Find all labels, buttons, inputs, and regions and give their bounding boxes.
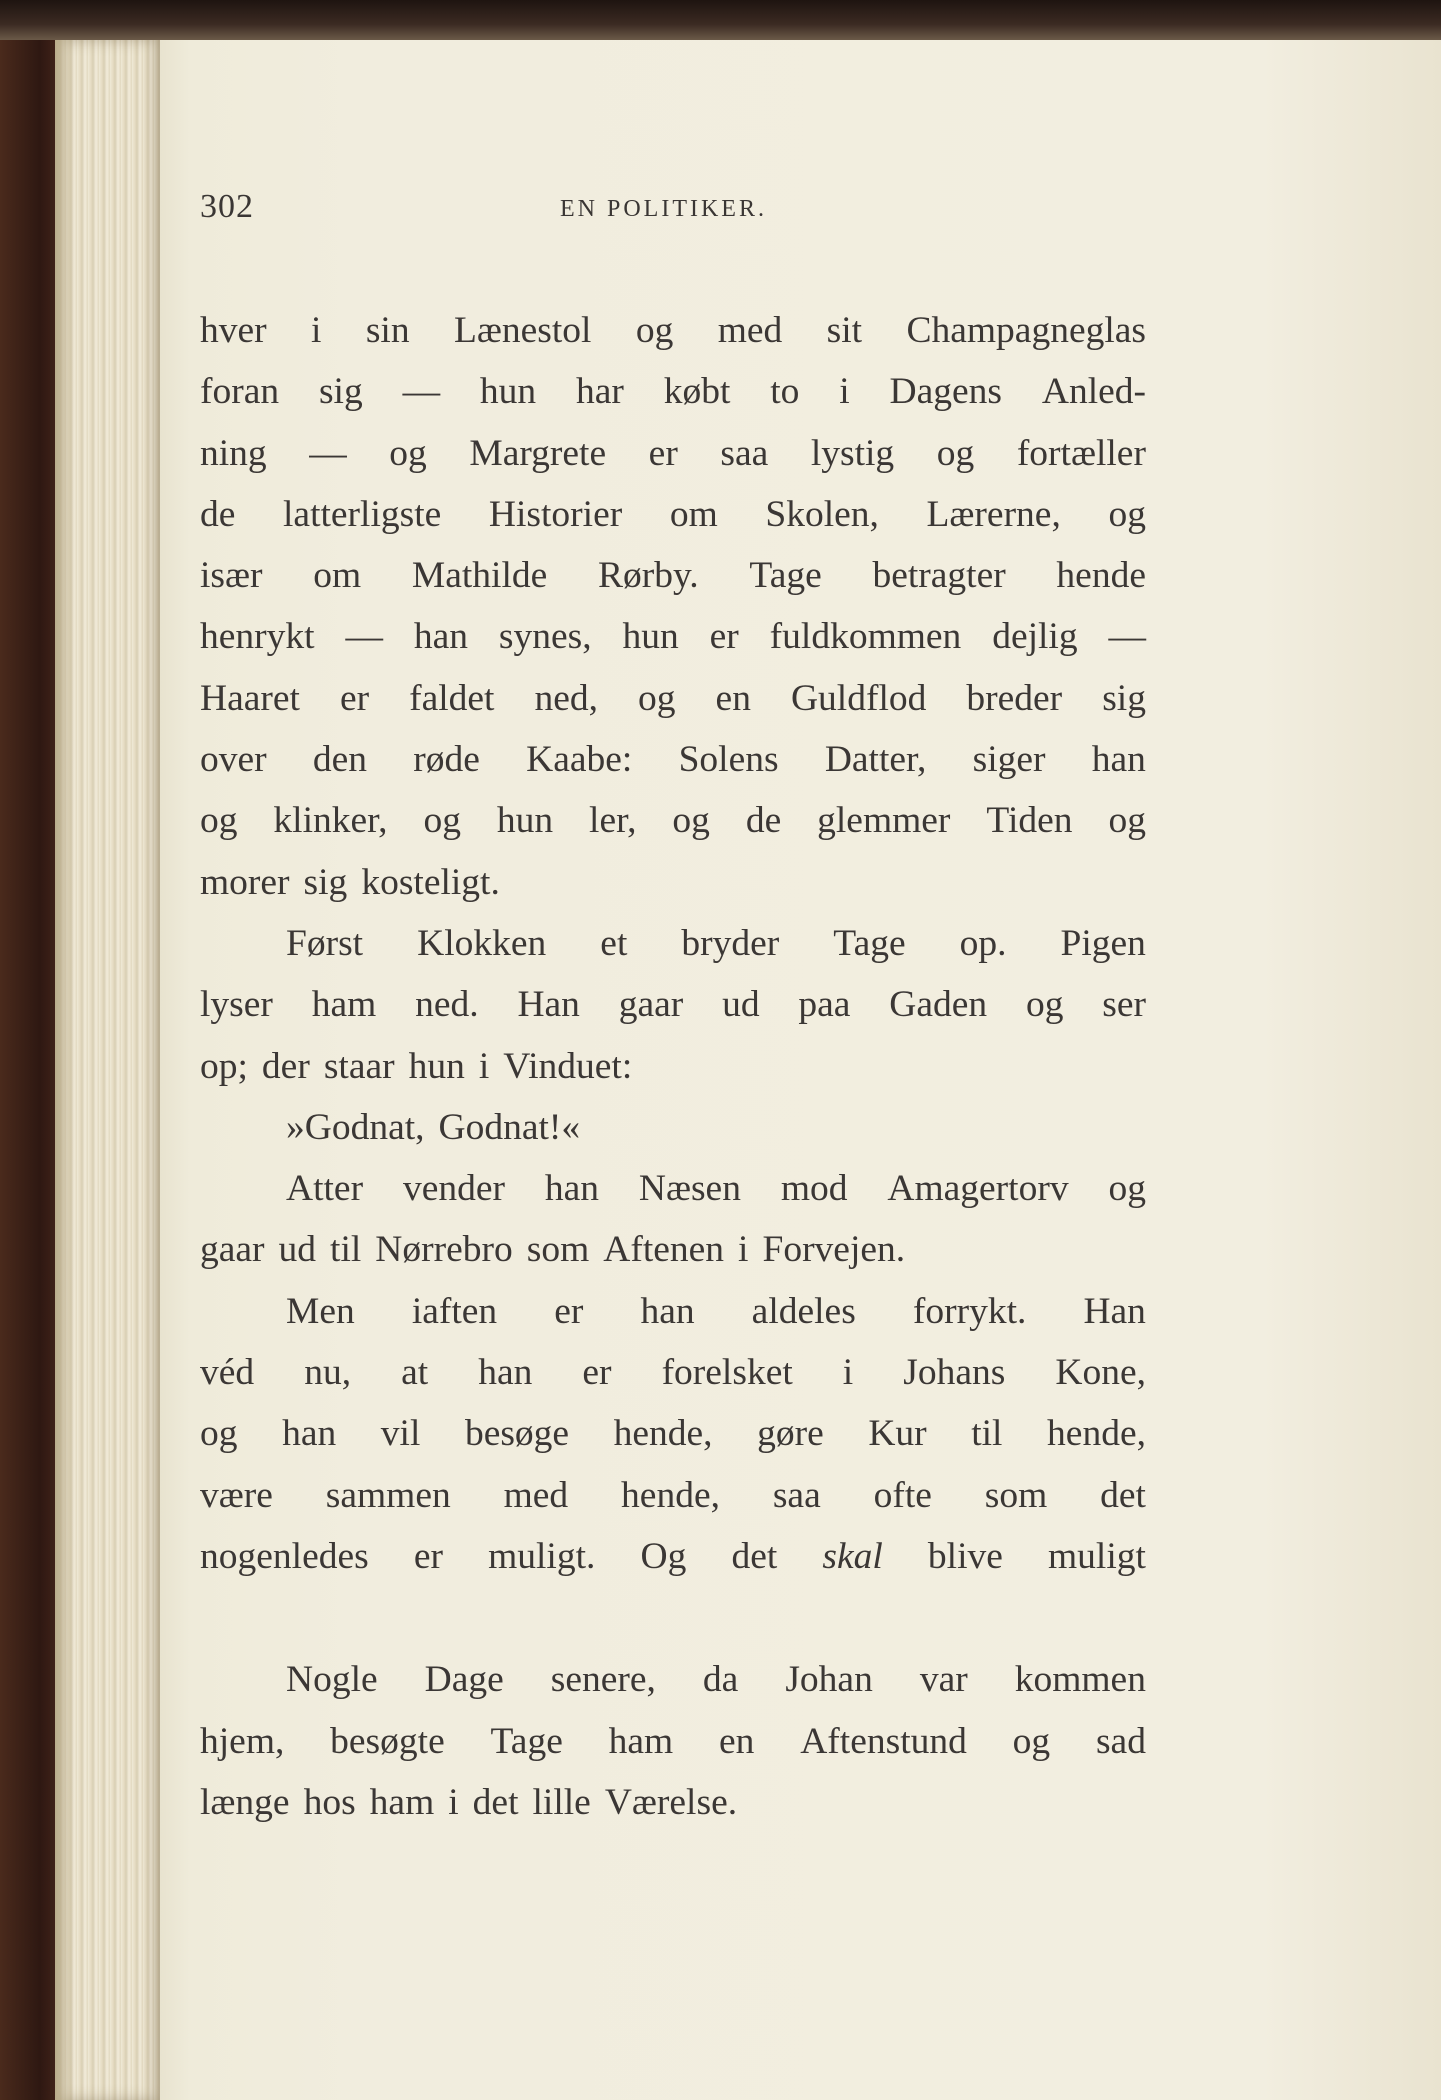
word: aldeles xyxy=(751,1290,856,1332)
word: dejlig xyxy=(992,616,1078,658)
word: sin xyxy=(365,310,410,351)
word: Men xyxy=(286,1290,355,1332)
word: hende, xyxy=(1047,1413,1146,1455)
word: gaar xyxy=(200,1229,265,1271)
word: de xyxy=(200,493,236,535)
word: Mathilde xyxy=(411,555,548,597)
word: — xyxy=(309,432,347,474)
word: latterligste xyxy=(283,493,442,535)
word: Dagens xyxy=(889,371,1003,413)
word: om xyxy=(313,555,362,597)
word: Værelse. xyxy=(604,1781,738,1823)
word: ning xyxy=(200,432,267,474)
word: som xyxy=(526,1229,590,1271)
word: to xyxy=(770,371,800,413)
word: er xyxy=(582,1352,612,1394)
word: ham xyxy=(311,984,377,1026)
word: Rørby. xyxy=(597,555,699,597)
word: sig xyxy=(318,371,363,413)
text-line xyxy=(200,1342,1146,1403)
word: betragter xyxy=(872,555,1006,597)
text-line xyxy=(200,729,1146,790)
word: i xyxy=(738,1229,749,1271)
text-line xyxy=(200,668,1146,729)
word: og xyxy=(389,432,427,474)
word: Han xyxy=(1083,1290,1146,1332)
word: Kur xyxy=(868,1413,927,1455)
word: og xyxy=(1108,1168,1146,1210)
text-line xyxy=(200,1158,1146,1219)
word: Tiden xyxy=(986,800,1073,842)
text-line xyxy=(200,1526,1146,1587)
word: ned. xyxy=(415,984,479,1026)
word: at xyxy=(401,1352,429,1394)
word: Tage xyxy=(490,1720,563,1762)
word: paa xyxy=(798,984,851,1026)
word: ler, xyxy=(589,800,637,842)
text-line xyxy=(200,1219,1146,1280)
word: er xyxy=(339,677,370,719)
paragraph-gap xyxy=(200,1587,1146,1649)
word: og xyxy=(1012,1720,1051,1762)
word: i xyxy=(478,1045,490,1087)
word: ud xyxy=(278,1229,317,1271)
word: Solens xyxy=(678,739,779,781)
word: siger xyxy=(972,739,1046,781)
word: kommen xyxy=(1014,1659,1146,1701)
word: i xyxy=(311,310,322,351)
word: sammen xyxy=(325,1474,451,1516)
text-line xyxy=(200,974,1146,1035)
word: Margrete xyxy=(469,432,607,474)
word: og xyxy=(635,310,674,351)
word: og xyxy=(200,1413,238,1455)
word: om xyxy=(669,493,718,535)
word: han xyxy=(478,1352,533,1394)
word: en xyxy=(715,677,751,719)
word: til xyxy=(971,1413,1003,1455)
word: især xyxy=(200,555,263,597)
word: ham xyxy=(369,1781,435,1823)
word: Pigen xyxy=(1060,922,1146,964)
word: saa xyxy=(720,432,769,474)
word: Historier xyxy=(488,493,623,535)
word: er xyxy=(554,1290,584,1332)
word: er xyxy=(648,432,678,474)
word: vender xyxy=(402,1168,505,1210)
word: hende xyxy=(1056,555,1146,597)
word: Kaabe: xyxy=(526,739,633,781)
word: en xyxy=(719,1720,755,1762)
word: der xyxy=(261,1045,310,1087)
text-line xyxy=(200,606,1146,667)
word: og xyxy=(1025,984,1064,1026)
word: henrykt xyxy=(200,616,315,658)
word: lyser xyxy=(200,984,273,1026)
word: Klokken xyxy=(417,922,547,964)
word: ofte xyxy=(873,1474,932,1516)
word: forelsket xyxy=(661,1352,793,1394)
word: kosteligt. xyxy=(361,861,500,903)
word: — xyxy=(1108,616,1146,658)
word: muligt. xyxy=(488,1535,596,1577)
word: Johan xyxy=(785,1659,873,1701)
word: senere, xyxy=(550,1659,656,1701)
word: hun xyxy=(496,800,554,842)
word: han xyxy=(640,1290,695,1332)
word: Tage xyxy=(833,922,906,964)
word: hver xyxy=(200,310,267,351)
text-line xyxy=(200,423,1146,484)
word: fuldkommen xyxy=(769,616,962,658)
page-edges xyxy=(55,40,165,2100)
word: Tage xyxy=(749,555,822,597)
word: være xyxy=(200,1474,273,1516)
word: vil xyxy=(380,1413,421,1455)
word: Godnat!« xyxy=(438,1106,581,1148)
word: var xyxy=(919,1659,968,1701)
text-line xyxy=(200,545,1146,606)
word: iaften xyxy=(411,1290,498,1332)
word: forrykt. xyxy=(912,1290,1027,1332)
word: breder xyxy=(966,677,1063,719)
word: besøge xyxy=(464,1413,570,1455)
word: Aftenstund xyxy=(800,1720,967,1762)
word: sad xyxy=(1095,1720,1146,1762)
word: hun xyxy=(479,371,537,413)
word: op. xyxy=(959,922,1007,964)
word: til xyxy=(330,1229,362,1271)
word: som xyxy=(984,1474,1048,1516)
word: Nørrebro xyxy=(375,1229,513,1271)
text-line xyxy=(200,790,1146,851)
word: Lærerne, xyxy=(926,493,1061,535)
word: og xyxy=(200,800,238,842)
word: Haaret xyxy=(200,677,300,719)
word: Johans xyxy=(903,1352,1006,1394)
word: nogenledes xyxy=(200,1535,369,1577)
word: muligt xyxy=(1048,1535,1146,1577)
word: købt xyxy=(663,371,731,413)
word: morer xyxy=(200,861,290,903)
word: det xyxy=(1100,1474,1146,1516)
word: ham xyxy=(608,1720,674,1762)
text-line xyxy=(200,1036,1146,1097)
word: et xyxy=(600,922,628,964)
word: ned, xyxy=(534,677,599,719)
page-number: 302 xyxy=(200,188,254,225)
word: ud xyxy=(722,984,760,1026)
word: over xyxy=(200,739,267,781)
word: saa xyxy=(772,1474,821,1516)
word: hende, xyxy=(613,1413,713,1455)
word: Guldflod xyxy=(790,677,927,719)
word: gaar xyxy=(618,984,684,1026)
word: hende, xyxy=(621,1474,720,1516)
text-line xyxy=(200,1711,1146,1772)
word: hos xyxy=(303,1781,356,1823)
text-line xyxy=(200,361,1146,422)
word: han xyxy=(1091,739,1146,781)
word: de xyxy=(745,800,782,842)
word: gøre xyxy=(757,1413,824,1455)
word: er xyxy=(413,1535,443,1577)
word: Atter xyxy=(286,1168,364,1210)
word: — xyxy=(345,616,383,658)
top-edge xyxy=(0,0,1441,40)
word: med xyxy=(503,1474,569,1516)
running-head: EN POLITIKER. xyxy=(560,196,767,222)
word: synes, xyxy=(498,616,592,658)
word: han xyxy=(282,1413,337,1455)
text-line xyxy=(200,1403,1146,1464)
word: det xyxy=(472,1781,519,1823)
text-line xyxy=(200,852,1146,913)
word: Amagertorv xyxy=(887,1168,1069,1210)
word: og xyxy=(672,800,710,842)
text-line xyxy=(200,1772,1146,1833)
word: da xyxy=(702,1659,739,1701)
text-line xyxy=(200,1281,1146,1342)
word: besøgte xyxy=(330,1720,445,1762)
word: op; xyxy=(200,1045,248,1087)
word: i xyxy=(842,1352,854,1394)
word: lille xyxy=(532,1781,591,1823)
word: staar xyxy=(323,1045,395,1087)
word: hun xyxy=(408,1045,465,1087)
word: bryder xyxy=(681,922,780,964)
word: Vinduet: xyxy=(503,1045,633,1087)
word: sig xyxy=(303,861,348,903)
word: den xyxy=(312,739,368,781)
text-line xyxy=(200,484,1146,545)
word: og xyxy=(423,800,461,842)
word: røde xyxy=(413,739,480,781)
word: og xyxy=(1108,800,1146,842)
word: Datter, xyxy=(824,739,927,781)
text-line xyxy=(200,1097,1146,1158)
text-line xyxy=(200,913,1146,974)
word: nu, xyxy=(304,1352,352,1394)
word: er xyxy=(709,616,739,658)
page-header xyxy=(200,188,1300,248)
text-line xyxy=(200,1465,1146,1526)
word: — xyxy=(402,371,441,413)
word: det xyxy=(731,1535,778,1577)
word: ser xyxy=(1102,984,1146,1026)
text-line xyxy=(200,300,1146,361)
word: sit xyxy=(826,310,863,351)
word: véd xyxy=(200,1352,255,1394)
word: Og xyxy=(640,1535,687,1577)
word: i xyxy=(448,1781,459,1823)
word: Forvejen. xyxy=(762,1229,906,1271)
word: Skolen, xyxy=(765,493,879,535)
word: blive xyxy=(927,1535,1003,1577)
word: i xyxy=(839,371,850,413)
word: Lænestol xyxy=(453,310,592,351)
word: mod xyxy=(780,1168,848,1210)
word: Anled- xyxy=(1041,371,1146,413)
word: Næsen xyxy=(638,1168,741,1210)
word: og xyxy=(936,432,975,474)
word: længe xyxy=(200,1781,290,1823)
word: »Godnat, xyxy=(286,1106,425,1148)
word: og xyxy=(638,677,676,719)
word: Kone, xyxy=(1055,1352,1146,1394)
word: lystig xyxy=(810,432,895,474)
word: glemmer xyxy=(817,800,951,842)
word: har xyxy=(576,371,624,413)
word: og xyxy=(1108,493,1146,535)
word: han xyxy=(413,616,468,658)
word: han xyxy=(544,1168,599,1210)
word: Champagneglas xyxy=(906,310,1146,351)
word: Aftenen xyxy=(603,1229,725,1271)
word: skal xyxy=(822,1535,883,1577)
word: hjem, xyxy=(200,1720,285,1762)
word: fortæller xyxy=(1016,432,1146,474)
word: klinker, xyxy=(273,800,388,842)
text-line xyxy=(200,1649,1146,1710)
body-text xyxy=(200,300,1146,1833)
word: Først xyxy=(286,922,364,964)
word: Nogle xyxy=(286,1659,378,1701)
word: hun xyxy=(622,616,679,658)
word: med xyxy=(717,310,783,351)
word: foran xyxy=(200,371,280,413)
word: Han xyxy=(517,984,580,1026)
word: Dage xyxy=(424,1659,504,1701)
word: sig xyxy=(1102,677,1146,719)
word: faldet xyxy=(409,677,495,719)
word: Gaden xyxy=(889,984,988,1026)
